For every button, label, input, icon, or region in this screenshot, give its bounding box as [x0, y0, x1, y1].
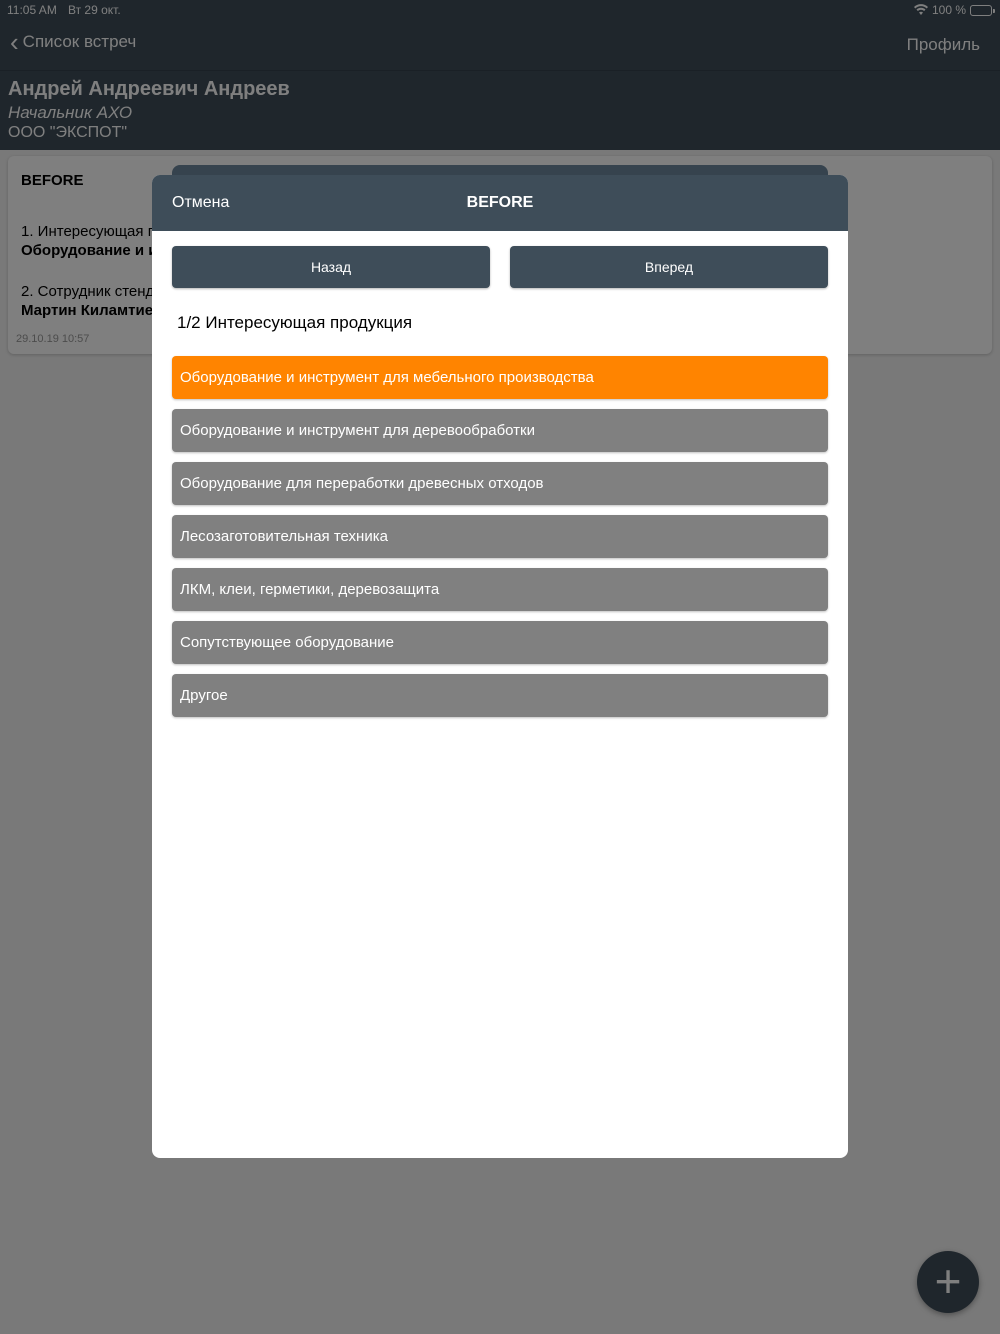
modal-title: BEFORE [466, 194, 534, 211]
option-item[interactable]: Сопутствующее оборудование [172, 621, 828, 664]
option-item[interactable]: Другое [172, 674, 828, 717]
previous-button[interactable]: Назад [172, 246, 490, 288]
option-item[interactable]: Лесозаготовительная техника [172, 515, 828, 558]
survey-modal [152, 175, 848, 1158]
step-nav [172, 246, 828, 288]
option-item[interactable]: Оборудование для переработки древесных отходов [172, 462, 828, 505]
cancel-button[interactable]: Отмена [172, 194, 230, 211]
modal-header [152, 175, 848, 231]
options-list [172, 356, 828, 727]
next-button[interactable]: Вперед [510, 246, 828, 288]
question-text: 1/2 Интересующая продукция [177, 313, 413, 332]
option-item[interactable]: ЛКМ, клеи, герметики, деревозащита [172, 568, 828, 611]
option-item[interactable]: Оборудование и инструмент для мебельного производства [172, 356, 828, 399]
option-item[interactable]: Оборудование и инструмент для деревообработки [172, 409, 828, 452]
